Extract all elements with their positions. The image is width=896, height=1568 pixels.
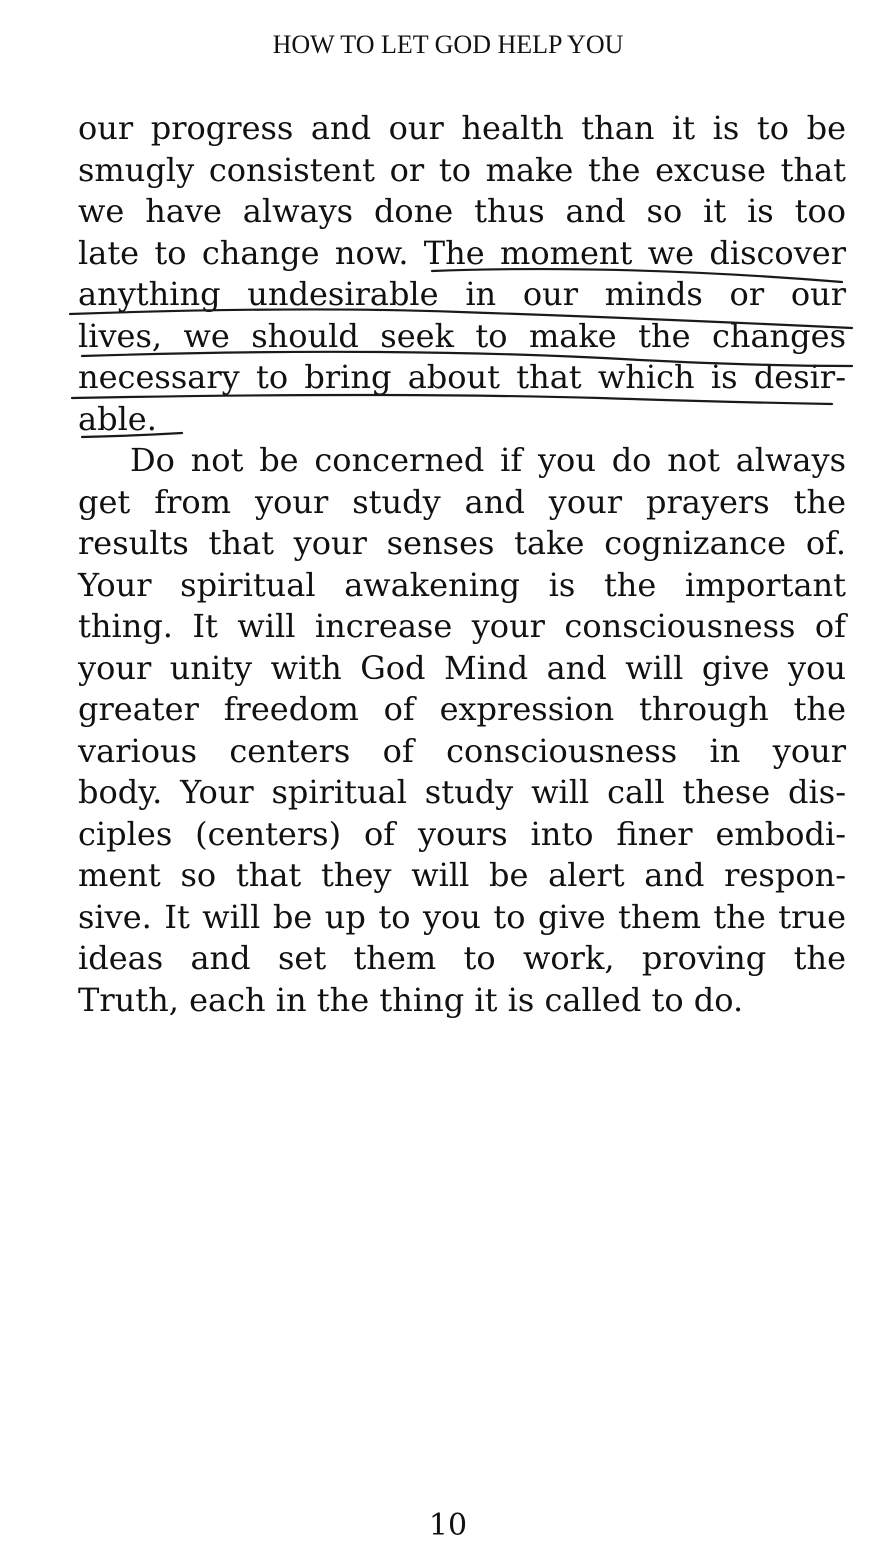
text-line: anything undesirable in our minds or our — [78, 275, 846, 313]
text-line: various centers of consciousness in your — [78, 731, 846, 770]
text-line: we have always done thus and so it is too — [78, 192, 846, 230]
text-line: body. Your spiritual study will call these dis- — [78, 773, 846, 811]
text-line: get from your study and your prayers the — [78, 482, 846, 521]
page-number: 10 — [428, 1508, 468, 1543]
text-line: late to change now. The moment we discover — [78, 233, 846, 272]
text-line: able. — [78, 399, 157, 438]
text-line: Your spiritual awakening is the important — [78, 565, 846, 604]
text-line: sive. It will be up to you to give them the true — [78, 897, 846, 936]
paragraph-2 — [78, 440, 846, 1021]
body-text — [78, 108, 846, 1021]
paragraph-1 — [78, 108, 846, 440]
running-header: HOW TO LET GOD HELP YOU — [272, 30, 624, 59]
text-line: ideas and set them to work, proving the — [78, 939, 846, 977]
text-line: necessary to bring about that which is desir- — [78, 358, 846, 396]
text-line: ciples (centers) of yours into finer embodi- — [78, 814, 846, 853]
text-line: results that your senses take cognizance of. — [78, 524, 846, 562]
text-line: lives, we should seek to make the changes — [78, 316, 846, 355]
text-line: ment so that they will be alert and respon- — [78, 856, 846, 894]
text-line: Truth, each in the thing it is called to do. — [78, 980, 744, 1019]
text-line: smugly consistent or to make the excuse that — [78, 150, 846, 189]
text-line: greater freedom of expression through the — [78, 690, 846, 728]
text-line: your unity with God Mind and will give you — [78, 648, 846, 687]
text-line: our progress and our health than it is to be — [78, 109, 846, 147]
text-line: Do not be concerned if you do not always — [130, 441, 846, 479]
text-line: thing. It will increase your consciousness of — [78, 607, 846, 645]
